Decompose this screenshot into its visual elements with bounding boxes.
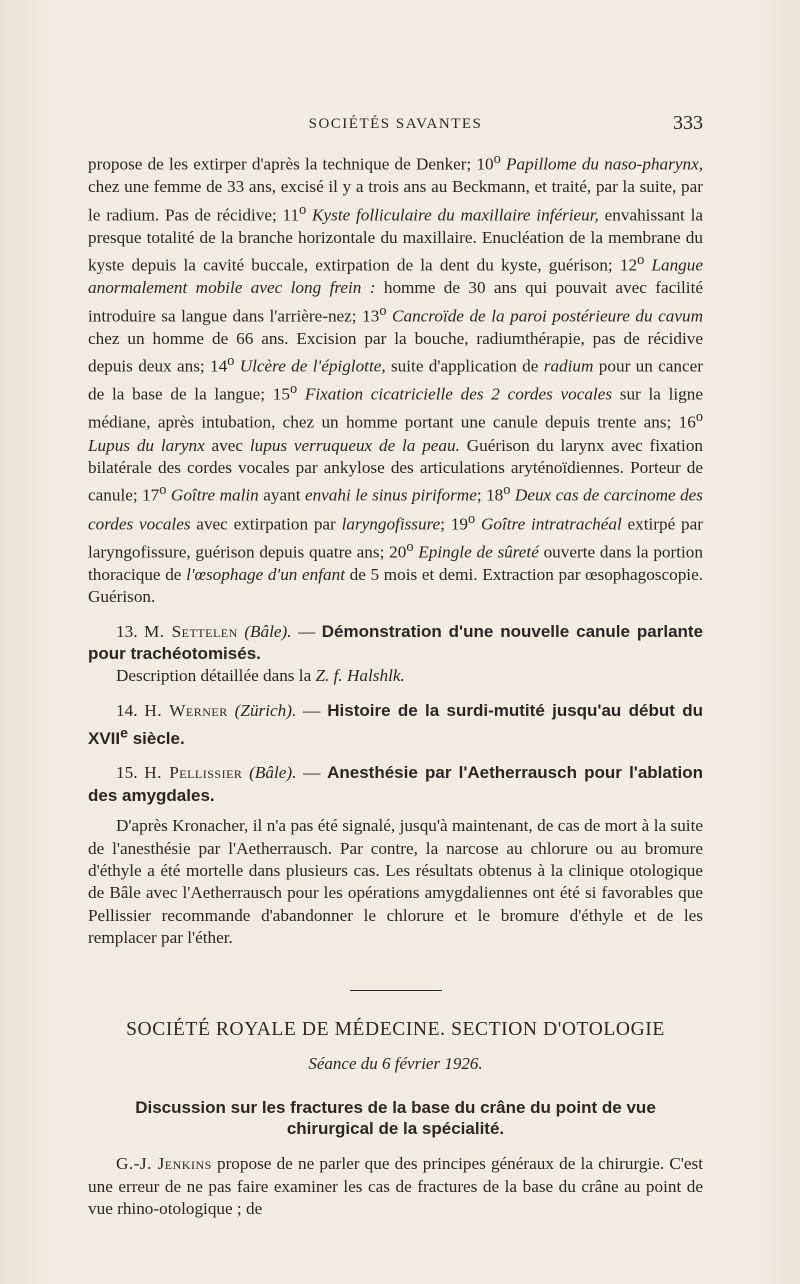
page-body <box>88 148 703 1221</box>
author-name: H. Pellissier <box>144 763 243 783</box>
ordinal-sup: o <box>695 409 703 426</box>
item-number: 14. <box>116 700 138 720</box>
text-run: homme de 30 ans qui pouvait avec facilité introduire sa langue dans l'arrière-nez; 13 <box>88 278 703 326</box>
ordinal-sup: o <box>379 302 387 319</box>
session-date: Séance du 6 février 1926. <box>308 1054 483 1073</box>
italic-run: Fixation cicatricielle des 2 cordes vocales <box>304 385 613 405</box>
item-15-heading <box>88 762 703 807</box>
item-13-description <box>88 665 703 687</box>
ordinal-sup: o <box>637 252 645 269</box>
section-divider <box>350 990 442 991</box>
text-run: de 5 mois et demi. Extraction par œsophagoscopie. Guérison. <box>88 564 704 607</box>
text-run: chez un homme de 66 ans. Excision par la bouche, radiumthérapie, pas de récidive depuis deux ans; 14 <box>88 328 703 376</box>
text-run: avec extirpation par <box>190 514 342 534</box>
author-name: M. Settelen <box>144 621 238 641</box>
italic-run: Deux cas de carcinome des cordes vocales <box>88 486 703 534</box>
ordinal-sup: o <box>493 151 501 167</box>
journal-reference: Z. f. Halshlk. <box>315 666 405 686</box>
italic-run: radium <box>543 356 594 376</box>
page-header <box>88 112 703 142</box>
text-run: envahissant la presque totalité de la branche horizontale du maxillaire. Enucléation de la membrane du kyste depuis la cavité buccale, extirpation de la dent du kyste, guérison; 12 <box>88 205 704 275</box>
text-run: Guérison du larynx avec fixation bilatérale des cordes vocales par ankylose des articulations aryténoïdiennes. Porteur de canule; 17 <box>88 435 704 506</box>
text-run: sur la ligne médiane, après intubation, chez un homme portant une canule depuis trente ans; 16 <box>88 385 703 433</box>
italic-run: l'œsophage d'un enfant <box>186 564 346 584</box>
ordinal-sup: o <box>227 353 235 370</box>
text-run: propose de les extirper d'après la technique de Denker; 10 <box>88 154 494 174</box>
century-sup: e <box>120 725 128 742</box>
case-list-paragraph <box>88 148 703 609</box>
dash: — <box>303 763 321 783</box>
text-run: ; 18 <box>476 486 504 506</box>
ordinal-sup: o <box>503 482 511 499</box>
item-title: Démonstration d'une nouvelle canule parlante pour trachéotomisés. <box>88 621 704 664</box>
item-number: 13. <box>116 621 138 641</box>
ordinal-sup: o <box>159 482 167 499</box>
text-run: Description détaillée dans la <box>116 666 316 686</box>
italic-run: Langue anormalement mobile avec long frein : <box>88 255 703 298</box>
italic-run: Goître intratrachéal <box>480 514 622 534</box>
title-run: Histoire de la surdi-mutité jusqu'au début du XVII <box>88 700 704 748</box>
italic-run: envahi le sinus piriforme <box>304 486 477 506</box>
discussion-title: Discussion sur les fractures de la base du crâne du point de vue chirurgical de la spécialité. <box>135 1098 656 1139</box>
running-title: SOCIÉTÉS SAVANTES <box>308 116 483 132</box>
item-title: Anesthésie par l'Aetherrausch pour l'ablation des amygdales. <box>88 763 704 805</box>
italic-run: Cancroïde de la paroi postérieure du cavum <box>392 306 704 326</box>
italic-run: Kyste folliculaire du maxillaire inférieur, <box>312 205 599 225</box>
italic-run: Ulcère de l'épiglotte, <box>239 356 386 376</box>
dash: — <box>298 621 316 641</box>
page-number: 333 <box>673 112 703 134</box>
item-13-heading <box>88 621 703 666</box>
text-run: ouverte dans la portion thoracique de <box>88 542 703 584</box>
item-15-body: D'après Kronacher, il n'a pas été signalé, jusqu'à maintenant, de cas de mort à la suite de l'anesthésie par l'Aetherrausch. Par contre, la narcose au chlorure ou au bromure d'éthyle a été mortelle dans plusieurs cas. Les résultats obtenus à la clinique otologique de Bâle avec l'Aetherrausch pour les opérations amygdaliennes ont été si favorables que Pellissier recommande d'abandonner le chlorure et le bromure d'éthyle et de les remplacer par l'éther. <box>88 816 703 948</box>
ordinal-sup: o <box>289 381 298 398</box>
ordinal-sup: o <box>468 510 476 527</box>
italic-run: Epingle de sûreté <box>418 542 539 562</box>
italic-run: laryngofissure <box>341 514 441 534</box>
title-run: siècle. <box>128 728 185 748</box>
text-run: chez une femme de 33 ans, excisé il y a trois ans au Beckmann, et traité, par la suite, par le radium. Pas de récidive; 11 <box>88 177 703 225</box>
italic-run: Papillome du naso-pharynx, <box>506 154 703 174</box>
text-run: ; 19 <box>440 514 469 534</box>
society-heading: SOCIÉTÉ ROYALE DE MÉDECINE. SECTION D'OTOLOGIE <box>126 1018 665 1040</box>
author-name: H. Werner <box>144 700 228 720</box>
text-run: ayant <box>258 486 305 506</box>
text-run: avec <box>204 435 250 455</box>
discussion-paragraph <box>88 1153 703 1220</box>
text-run: pour un cancer de la base de la langue; 15 <box>88 356 703 405</box>
author-name: G.-J. Jenkins <box>116 1154 212 1174</box>
text-run: extirpé par laryngofissure, guérison depuis quatre ans; 20 <box>88 514 703 562</box>
author-place: (Zürich). <box>234 700 297 720</box>
italic-run: Lupus du larynx <box>88 435 205 455</box>
ordinal-sup: o <box>406 538 414 555</box>
item-number: 15. <box>116 763 138 783</box>
italic-run: Goître malin <box>170 486 259 506</box>
text-run: propose de ne parler que des principes généraux de la chirurgie. C'est une erreur de ne pas faire examiner les cas de fractures de la base du crâne au point de vue rhino-otologique ; de <box>88 1154 703 1219</box>
item-14-heading <box>88 700 703 750</box>
dash: — <box>303 700 321 720</box>
ordinal-sup: o <box>299 201 307 218</box>
text-run: suite d'application de <box>385 356 544 376</box>
author-place: (Bâle). <box>244 621 292 641</box>
italic-run: lupus verruqueux de la peau. <box>249 435 460 455</box>
author-place: (Bâle). <box>249 763 297 783</box>
